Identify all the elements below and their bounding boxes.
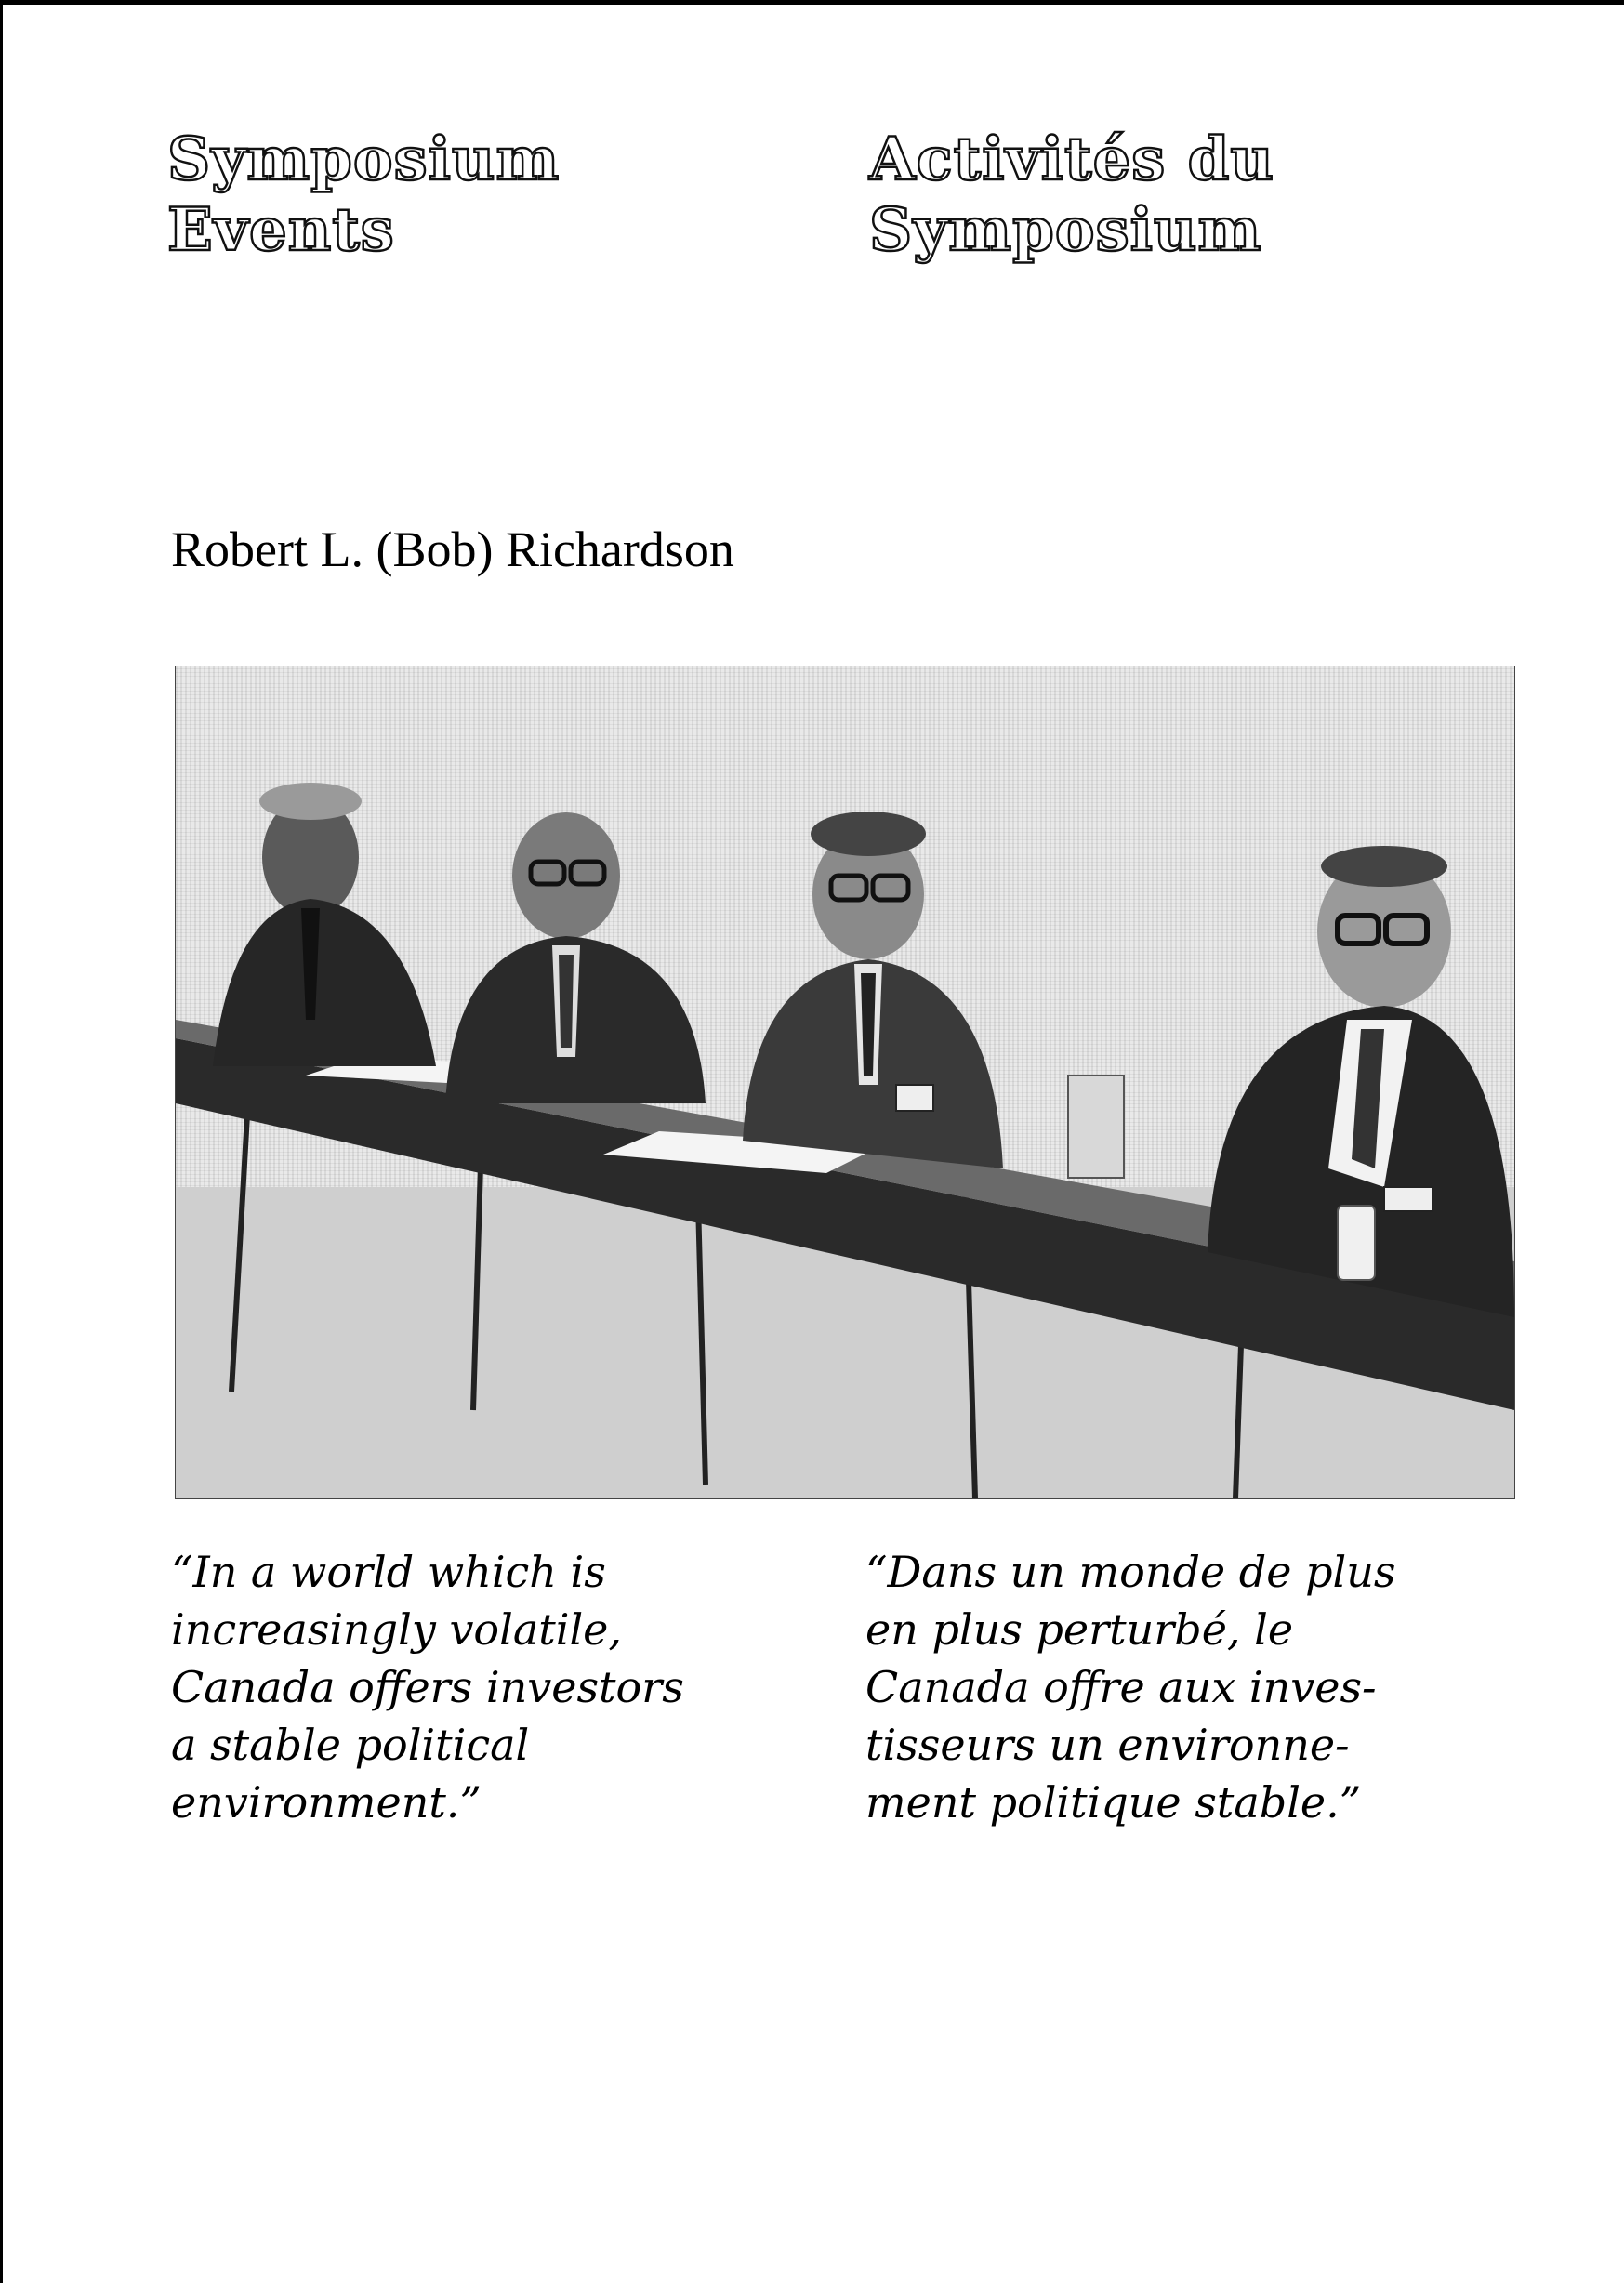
person-1 [213,783,436,1066]
person-3 [743,812,1003,1168]
quote-line: increasingly volatile, [171,1604,623,1655]
quote-line: Canada offre aux inves- [865,1662,1377,1712]
panel-photo-illustration [176,666,1514,1498]
quote-line: “In a world which is [171,1547,606,1597]
heading-line: Activités du [869,125,1274,194]
heading-line: Symposium [167,125,561,194]
panel-photograph [175,666,1515,1499]
quote-line: Canada offers investors [171,1662,684,1712]
quote-english [171,1543,684,1831]
person-4 [1208,846,1514,1317]
heading-line: Events [167,195,395,265]
section-heading-french [869,125,1274,266]
quote-line: a stable political [171,1720,530,1770]
quote-line: ment politique stable.” [865,1777,1362,1828]
quote-line: environment.” [171,1777,482,1828]
page-top-border [0,0,1624,5]
page-left-border [0,0,3,2283]
speaker-name: Robert L. (Bob) Richardson [171,521,734,577]
person-2 [445,812,706,1103]
quote-french [865,1543,1395,1831]
quote-line: tisseurs un environne- [865,1720,1350,1770]
quote-line: “Dans un monde de plus [865,1547,1396,1597]
section-heading-english [167,125,560,266]
heading-line: Symposium [869,195,1262,265]
quote-line: en plus perturbé, le [865,1604,1294,1655]
